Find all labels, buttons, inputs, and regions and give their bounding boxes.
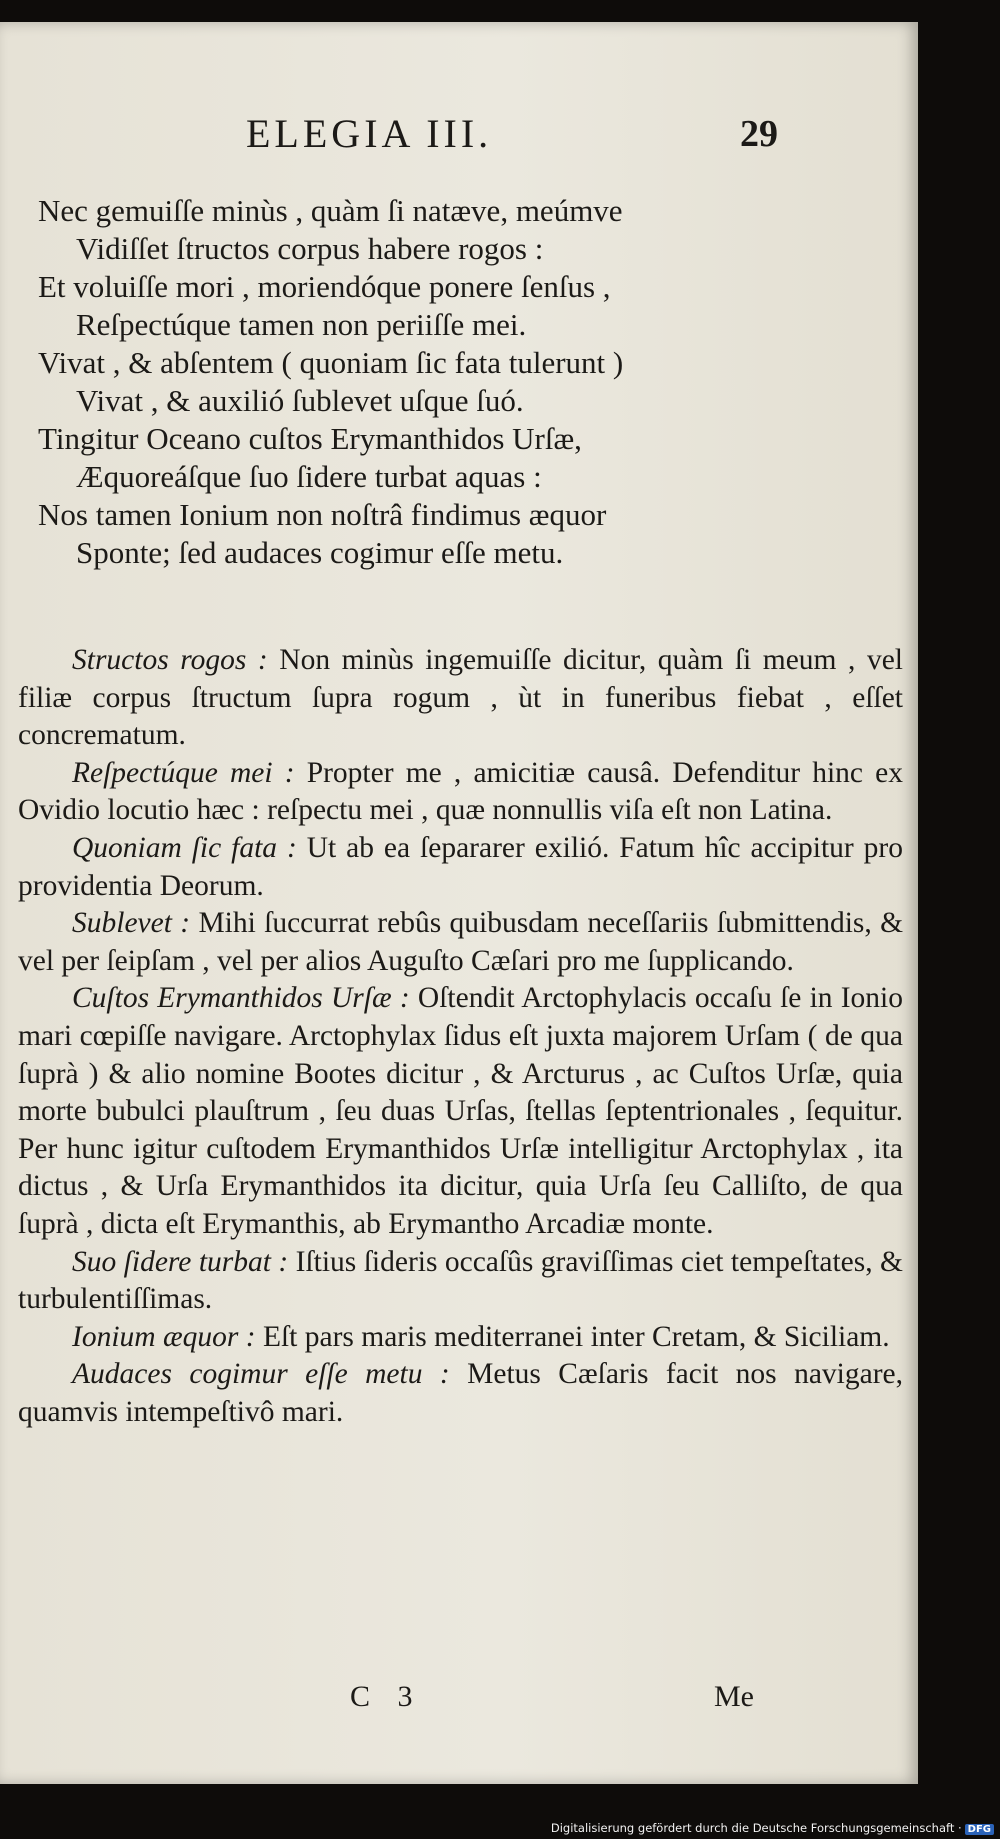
commentary-note [18, 755, 903, 830]
verse-line: Nos tamen Ionium non noſtrâ findimus æquor [38, 497, 607, 532]
running-head [0, 84, 918, 156]
verse-line: Tingitur Oceano cuſtos Erymanthidos Urſæ, [38, 421, 582, 456]
note-lemma: Suo ſidere turbat : [72, 1245, 289, 1278]
commentary-notes [18, 642, 903, 1431]
credit-text: Digitalisierung gefördert durch die Deutsche Forschungsgemeinschaft · [550, 1821, 962, 1835]
verse-line: Sponte; ſed audaces cogimur eſſe metu. [76, 535, 564, 570]
note-text: Mihi ſuccurrat rebûs quibusdam neceſſariis ſubmittendis, & vel per ſeipſam , vel per alios Auguſto Cæſari pro me ſupplicando. [18, 907, 904, 977]
verse-block [38, 192, 898, 572]
commentary-note [18, 980, 903, 1243]
note-lemma: Structos rogos : [72, 644, 268, 676]
note-lemma: Sublevet : [72, 907, 191, 940]
verse-line: Vidiſſet ſtructos corpus habere rogos : [76, 231, 544, 266]
note-lemma: Cuſtos Erymanthidos Urſæ : [72, 982, 410, 1015]
page-title: ELEGIA III. [246, 111, 493, 156]
verse-line: Vivat , & auxilió ſublevet uſque ſuó. [76, 383, 524, 418]
commentary-note [18, 1244, 903, 1319]
commentary-note [18, 1319, 903, 1357]
page-number: 29 [740, 113, 778, 155]
note-text: Non minùs ingemuiſſe dicitur, quàm ſi meum , vel filiæ corpus ſtructum ſupra rogum , ùt in funeribus fiebat , eſſet concrematum. [18, 644, 904, 752]
commentary-note [18, 1356, 903, 1431]
digitization-credit [551, 1821, 994, 1835]
note-text: Propter me , amicitiæ causâ. Defenditur hinc ex Ovidio locutio hæc : reſpectu mei , quæ nonnullis viſa eſt non Latina. [18, 756, 904, 827]
note-lemma: Reſpectúque mei : [72, 756, 295, 789]
note-text: Metus Cæſaris facit nos navigare, quamvis intempeſtivô mari. [18, 1358, 904, 1428]
dfg-logo: DFG [965, 1824, 994, 1835]
note-text: Ut ab ea ſepararer exilió. Fatum hîc accipitur pro providentia Deorum. [18, 831, 903, 902]
note-lemma: Quoniam ſic fata : [72, 831, 297, 864]
verse-line: Vivat , & abſentem ( quoniam ſic fata tulerunt ) [38, 345, 624, 380]
verse-line: Æquoreáſque ſuo ſidere turbat aquas : [76, 459, 542, 494]
verse-line: Nec gemuiſſe minùs , quàm ſi natæve, meúmve [38, 193, 623, 228]
book-page [0, 22, 918, 1784]
verse-line: Et voluiſſe mori , moriendóque ponere ſenſus , [38, 269, 611, 304]
verse-line: Reſpectúque tamen non periiſſe mei. [76, 307, 527, 342]
note-lemma: Audaces cogimur eſſe metu : [72, 1358, 450, 1391]
commentary-note [18, 905, 903, 980]
commentary-note [18, 642, 903, 755]
note-text: Eſt pars maris mediterranei inter Cretam, & Siciliam. [262, 1320, 890, 1353]
catchword: Me [714, 1680, 754, 1713]
note-text: Oſtendit Arctophylacis occaſu ſe in Ionio mari cœpiſſe navigare. Arctophylax ſidus eſt juxta majorem Urſam ( de qua ſuprà ) & alio nomine Bootes dicitur , & Arcturus , ac Cuſtos Urſæ, quia morte bubulci plauſtrum , ſeu duas Urſas, ſtellas ſeptentrionales , ſequitur. Per hunc igitur cuſtodem Erymanthidos Urſæ intelligitur Arctophylax , ita dictus , & Urſa Erymanthidos ita dicitur, quia Urſa ſeu Calliſto, de qua ſuprà , dicta eſt Erymanthis, ab Erymantho Arcadiæ monte. [18, 982, 904, 1240]
note-lemma: Ionium æquor : [72, 1320, 256, 1353]
page-footer [0, 1680, 918, 1720]
commentary-note [18, 830, 903, 905]
signature-mark: C 3 [350, 1680, 423, 1713]
note-text: Iſtius ſideris occaſûs graviſſimas ciet tempeſtates, & turbulentiſſimas. [18, 1245, 903, 1316]
